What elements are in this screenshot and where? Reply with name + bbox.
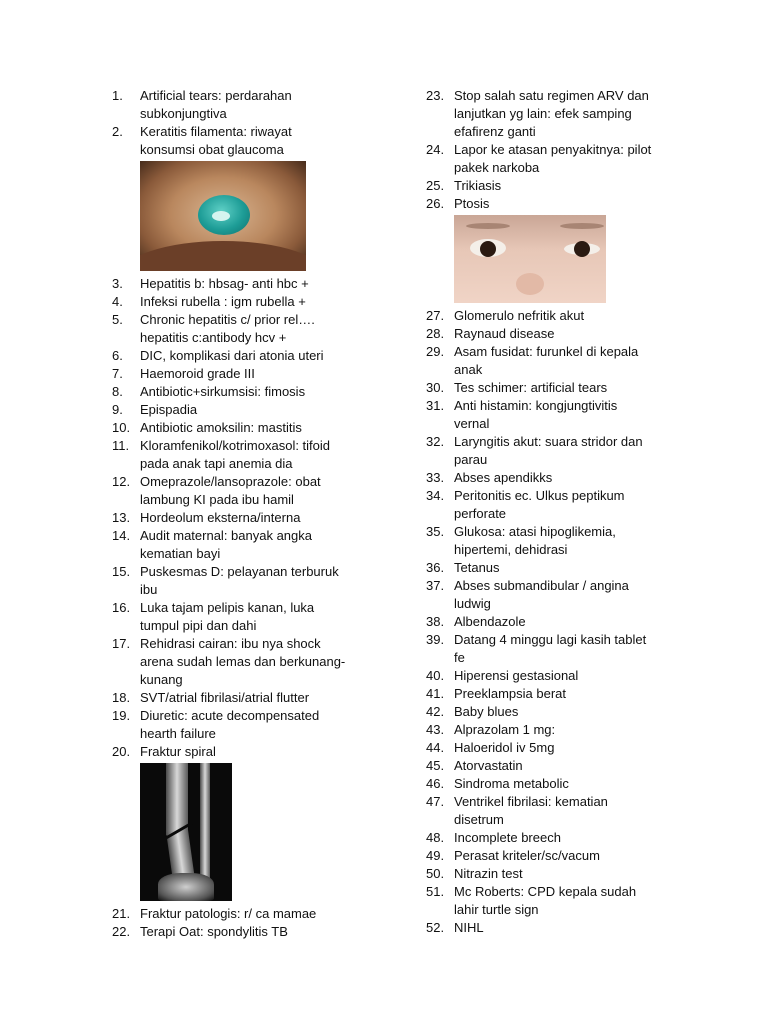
item-text: Tetanus: [454, 560, 500, 575]
list-item: [426, 559, 688, 577]
item-number: 35.: [426, 524, 445, 539]
item-text: Chronic hepatitis c/ prior rel…. hepatitis c:antibody hcv +: [140, 312, 315, 345]
item-text: Luka tajam pelipis kanan, luka tumpul pipi dan dahi: [140, 600, 315, 633]
list-item: [426, 739, 688, 757]
list-item: [426, 865, 688, 883]
list-item: [426, 433, 688, 469]
item-text: Abses apendikks: [454, 470, 553, 485]
item-text: Datang 4 minggu lagi kasih tablet fe: [454, 632, 647, 665]
item-number: 18.: [112, 690, 131, 705]
item-number: 2.: [112, 124, 123, 139]
left-list: [112, 87, 374, 159]
item-text: Terapi Oat: spondylitis TB: [140, 924, 288, 939]
brow-left-shape: [466, 223, 510, 229]
item-number: 44.: [426, 740, 445, 755]
item-number: 29.: [426, 344, 445, 359]
item-text: Diuretic: acute decompensated hearth failure: [140, 708, 320, 741]
item-number: 26.: [426, 196, 445, 211]
right-list: [426, 307, 688, 937]
item-text: Hiperensi gestasional: [454, 668, 579, 683]
item-text: Asam fusidat: furunkel di kepala anak: [454, 344, 639, 377]
list-item: [426, 721, 688, 739]
item-number: 49.: [426, 848, 445, 863]
item-text: Haemoroid grade III: [140, 366, 255, 381]
ptosis-photo: [454, 215, 606, 303]
item-text: Preeklampsia berat: [454, 686, 566, 701]
list-item: [426, 883, 688, 919]
item-text: Laryngitis akut: suara stridor dan parau: [454, 434, 643, 467]
item-number: 45.: [426, 758, 445, 773]
list-item: [112, 365, 374, 383]
item-text: Infeksi rubella : igm rubella +: [140, 294, 306, 309]
item-number: 51.: [426, 884, 445, 899]
item-text: Ventrikel fibrilasi: kematian disetrum: [454, 794, 608, 827]
list-item: [112, 311, 374, 347]
item-text: Glukosa: atasi hipoglikemia, hipertemi, dehidrasi: [454, 524, 616, 557]
item-text: Antibiotic+sirkumsisi: fimosis: [140, 384, 306, 399]
item-number: 23.: [426, 88, 445, 103]
nose-shape: [516, 273, 544, 295]
item-number: 47.: [426, 794, 445, 809]
eye-right-shape: [564, 243, 600, 255]
eyelid-shape: [140, 241, 306, 271]
list-item: [112, 347, 374, 365]
list-item: [112, 275, 374, 293]
item-number: 1.: [112, 88, 123, 103]
list-item: [112, 509, 374, 527]
item-number: 48.: [426, 830, 445, 845]
item-text: Ptosis: [454, 196, 490, 211]
item-number: 27.: [426, 308, 445, 323]
item-number: 4.: [112, 294, 123, 309]
item-text: DIC, komplikasi dari atonia uteri: [140, 348, 324, 363]
item-text: Antibiotic amoksilin: mastitis: [140, 420, 302, 435]
list-item: [426, 667, 688, 685]
cornea-spot: [212, 211, 230, 221]
item-text: Incomplete breech: [454, 830, 561, 845]
list-item: [426, 379, 688, 397]
list-item: [426, 829, 688, 847]
item-text: Hordeolum eksterna/interna: [140, 510, 301, 525]
item-number: 41.: [426, 686, 445, 701]
item-number: 30.: [426, 380, 445, 395]
list-item: [112, 743, 374, 761]
list-item: [426, 793, 688, 829]
item-number: 9.: [112, 402, 123, 417]
item-text: Abses submandibular / angina ludwig: [454, 578, 629, 611]
list-item: [112, 383, 374, 401]
item-text: Fraktur spiral: [140, 744, 216, 759]
item-number: 50.: [426, 866, 445, 881]
list-item: [426, 177, 688, 195]
item-number: 37.: [426, 578, 445, 593]
item-text: Sindroma metabolic: [454, 776, 569, 791]
item-number: 12.: [112, 474, 131, 489]
item-text: Lapor ke atasan penyakitnya: pilot pakek narkoba: [454, 142, 652, 175]
iris-right-shape: [574, 241, 590, 257]
item-text: Peritonitis ec. Ulkus peptikum perforate: [454, 488, 625, 521]
item-number: 3.: [112, 276, 123, 291]
item-number: 22.: [112, 924, 131, 939]
cornea-photo: [140, 161, 306, 271]
list-item: [112, 437, 374, 473]
item-number: 10.: [112, 420, 131, 435]
item-number: 21.: [112, 906, 131, 921]
list-item: [426, 195, 688, 213]
item-text: Nitrazin test: [454, 866, 523, 881]
item-text: Omeprazole/lansoprazole: obat lambung KI pada ibu hamil: [140, 474, 321, 507]
list-item: [426, 577, 688, 613]
item-text: Raynaud disease: [454, 326, 555, 341]
item-number: 15.: [112, 564, 131, 579]
item-number: 34.: [426, 488, 445, 503]
item-number: 40.: [426, 668, 445, 683]
brow-right-shape: [560, 223, 604, 229]
list-item: [426, 397, 688, 433]
list-item: [112, 123, 374, 159]
right-list: [426, 87, 688, 213]
item-number: 38.: [426, 614, 445, 629]
list-item: [426, 469, 688, 487]
left-list: [112, 905, 374, 941]
list-item: [112, 707, 374, 743]
item-text: Audit maternal: banyak angka kematian bayi: [140, 528, 312, 561]
item-text: Stop salah satu regimen ARV dan lanjutkan yg lain: efek samping efafirenz ganti: [454, 88, 649, 139]
ankle-joint-shape: [158, 873, 214, 901]
right-column: [426, 87, 688, 937]
list-item: [426, 847, 688, 865]
list-item: [426, 141, 688, 177]
item-text: Artificial tears: perdarahan subkonjungtiva: [140, 88, 292, 121]
item-text: Trikiasis: [454, 178, 502, 193]
item-text: Alprazolam 1 mg:: [454, 722, 556, 737]
list-item: [112, 419, 374, 437]
item-number: 5.: [112, 312, 123, 327]
item-text: NIHL: [454, 920, 484, 935]
left-column: [112, 87, 374, 941]
item-text: Baby blues: [454, 704, 519, 719]
item-number: 6.: [112, 348, 123, 363]
item-number: 17.: [112, 636, 131, 651]
item-number: 36.: [426, 560, 445, 575]
list-item: [426, 343, 688, 379]
item-number: 7.: [112, 366, 123, 381]
item-number: 39.: [426, 632, 445, 647]
item-text: Puskesmas D: pelayanan terburuk ibu: [140, 564, 339, 597]
list-item: [112, 527, 374, 563]
list-item: [426, 325, 688, 343]
list-item: [426, 757, 688, 775]
item-text: Albendazole: [454, 614, 526, 629]
item-text: Hepatitis b: hbsag- anti hbc +: [140, 276, 309, 291]
list-item: [112, 563, 374, 599]
item-number: 13.: [112, 510, 131, 525]
list-item: [426, 307, 688, 325]
item-number: 24.: [426, 142, 445, 157]
list-item: [112, 473, 374, 509]
item-number: 42.: [426, 704, 445, 719]
item-number: 52.: [426, 920, 445, 935]
list-item: [112, 923, 374, 941]
item-text: Atorvastatin: [454, 758, 523, 773]
item-number: 11.: [112, 438, 130, 453]
item-text: Haloeridol iv 5mg: [454, 740, 555, 755]
item-text: Perasat kriteler/sc/vacum: [454, 848, 600, 863]
item-text: Mc Roberts: CPD kepala sudah lahir turtle sign: [454, 884, 637, 917]
list-item: [112, 599, 374, 635]
list-item: [426, 685, 688, 703]
list-item: [426, 87, 688, 141]
left-list: [112, 275, 374, 761]
item-text: Keratitis filamenta: riwayat konsumsi obat glaucoma: [140, 124, 292, 157]
item-text: Glomerulo nefritik akut: [454, 308, 585, 323]
item-text: Anti histamin: kongjungtivitis vernal: [454, 398, 618, 431]
list-item: [426, 775, 688, 793]
item-number: 25.: [426, 178, 445, 193]
list-item: [112, 689, 374, 707]
item-number: 31.: [426, 398, 445, 413]
list-item: [112, 87, 374, 123]
item-text: Rehidrasi cairan: ibu nya shock arena sudah lemas dan berkunang- kunang: [140, 636, 346, 687]
item-number: 14.: [112, 528, 131, 543]
list-item: [426, 523, 688, 559]
item-number: 43.: [426, 722, 445, 737]
item-text: Tes schimer: artificial tears: [454, 380, 608, 395]
xray-photo: [140, 763, 232, 901]
item-number: 33.: [426, 470, 445, 485]
list-item: [112, 635, 374, 689]
item-number: 16.: [112, 600, 131, 615]
list-item: [112, 401, 374, 419]
item-text: SVT/atrial fibrilasi/atrial flutter: [140, 690, 310, 705]
item-text: Fraktur patologis: r/ ca mamae: [140, 906, 317, 921]
item-number: 20.: [112, 744, 131, 759]
list-item: [426, 613, 688, 631]
item-number: 19.: [112, 708, 131, 723]
list-item: [426, 487, 688, 523]
item-number: 28.: [426, 326, 445, 341]
list-item: [426, 631, 688, 667]
item-number: 46.: [426, 776, 445, 791]
iris-left-shape: [480, 241, 496, 257]
item-number: 32.: [426, 434, 445, 449]
list-item: [426, 919, 688, 937]
list-item: [112, 905, 374, 923]
item-number: 8.: [112, 384, 123, 399]
list-item: [426, 703, 688, 721]
item-text: Epispadia: [140, 402, 198, 417]
eye-left-shape: [470, 239, 506, 257]
list-item: [112, 293, 374, 311]
item-text: Kloramfenikol/kotrimoxasol: tifoid pada anak tapi anemia dia: [140, 438, 331, 471]
